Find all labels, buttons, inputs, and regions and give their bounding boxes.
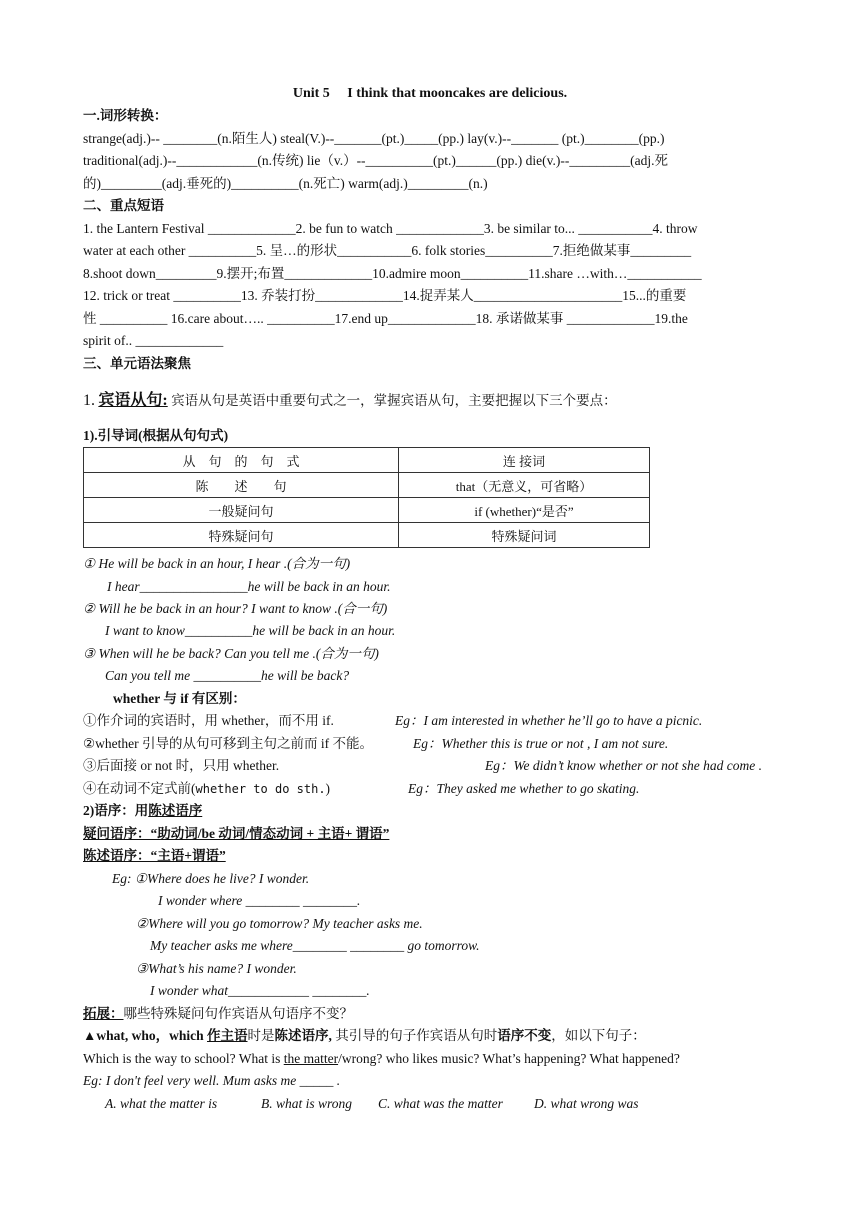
eg-line: [112, 870, 309, 888]
which-line: [83, 1050, 680, 1068]
mc-question: Eg: I don't feel very well. Mum asks me _____ .: [83, 1073, 341, 1088]
table-row: [84, 473, 650, 498]
phrase-line: 12. trick or treat __________13. 乔装打扮_____________14.捉弄某人______________________15...的重要: [83, 288, 687, 303]
page-title: Unit 5 I think that mooncakes are delicious.: [292, 86, 568, 101]
grammar-point-1: [83, 392, 617, 410]
exercise-answer: I hear________________he will be back in an hour.: [107, 579, 391, 594]
phrase-line: 8.shoot down_________9.摆开;布置_____________10.admire moon__________11.share …with…___________: [83, 266, 702, 281]
mc-option: B. what is wrong: [261, 1096, 353, 1111]
rule-example: Eg：Whether this is true or not , I am not sure.: [413, 736, 669, 751]
section2-heading: 二、重点短语: [83, 198, 164, 213]
table-cell: 特殊疑问词: [399, 523, 650, 548]
rule-example: Eg：They asked me whether to go skating.: [408, 781, 640, 796]
word-forms-line: strange(adj.)-- ________(n.陌生人) steal(V.)--_______(pt.)_____(pp.) lay(v.)--_______ (pt.)________(pp.): [83, 131, 665, 146]
triangle-part: 时是: [247, 1028, 275, 1043]
question-order: 疑问语序：“助动词/be 动词/情态动词 + 主语+ 谓语”: [83, 826, 390, 841]
triangle-note: [83, 1027, 646, 1045]
rule-text: ①作介词的宾语时，用 whether，而不用 if.: [83, 713, 334, 728]
sub2-prefix: 2)语序：用: [83, 803, 149, 818]
sub2-heading: [83, 802, 202, 820]
table-header-cell: 连 接词: [399, 448, 650, 473]
phrase-line: spirit of.. _____________: [83, 333, 224, 348]
point-number: 1.: [83, 392, 95, 409]
table-header-row: [84, 448, 650, 473]
triangle-part: 其引导的句子作宾语从句时: [331, 1028, 498, 1043]
eg-line: I wonder what____________ ________.: [150, 983, 370, 998]
triangle-part: 作主语: [207, 1028, 248, 1043]
eg-line: My teacher asks me where________ ________ go tomorrow.: [150, 938, 480, 953]
expand-text: 哪些特殊疑问句作宾语从句语序不变？: [123, 1006, 353, 1021]
eg-line: I wonder where ________ ________.: [158, 893, 361, 908]
sub2-underlined: 陈述语序: [148, 803, 203, 818]
phrase-line: 1. the Lantern Festival _____________2. be fun to watch _____________3. be similar to... ___________4. throw: [83, 221, 698, 236]
table-cell: 陈 述 句: [84, 473, 399, 498]
exercise-prompt: ② Will he be back in an hour? I want to know .(合一句): [83, 601, 388, 616]
phrase-line: water at each other __________5. 呈…的形状___________6. folk stories__________7.拒绝做某事_________: [83, 243, 692, 258]
table-header-cell: 从 句 的 句 式: [84, 448, 399, 473]
rule-example: Eg：We didn’t know whether or not she had come .: [485, 758, 762, 773]
triangle-part: ，如以下句子：: [551, 1028, 646, 1043]
eg-text: ①Where does he live? I wonder.: [134, 871, 310, 886]
whether-if-heading: whether 与 if 有区别：: [113, 691, 246, 706]
mc-option: C. what was the matter: [378, 1096, 503, 1111]
triangle-part: 陈述语序,: [274, 1028, 332, 1043]
rule-text-start: ④在动词不定式前(: [83, 781, 196, 796]
exercise-answer: Can you tell me __________he will be back?: [105, 668, 350, 683]
word-forms-line: 的)_________(adj.垂死的)__________(n.死亡) warm(adj.)_________(n.): [83, 176, 488, 191]
section3-heading: 三、单元语法聚焦: [83, 356, 191, 371]
table-cell: that（无意义，可省略）: [399, 473, 650, 498]
which-underlined: the matter: [283, 1051, 339, 1066]
table-cell: if (whether)“是否”: [399, 498, 650, 523]
phrase-line: 性 __________ 16.care about….. __________17.end up_____________18. 承诺做某事 _____________19.the: [83, 311, 688, 326]
table-cell: 特殊疑问句: [84, 523, 399, 548]
triangle-part: ▲what, who，which: [83, 1028, 208, 1043]
sub1-heading: 1).引导词(根据从句句式): [83, 428, 229, 443]
statement-order: 陈述语序：“主语+谓语”: [83, 848, 226, 863]
expand-line: [83, 1005, 353, 1023]
mc-option: A. what the matter is: [105, 1096, 218, 1111]
triangle-part: 语序不变: [497, 1028, 552, 1043]
word-forms-line: traditional(adj.)--____________(n.传统) lie（v.）--__________(pt.)______(pp.) die(v.)--_________(adj.死: [83, 153, 669, 168]
rule-text: [83, 780, 330, 798]
section1-heading: 一.词形转换：: [83, 108, 168, 123]
eg-line: ②Where will you go tomorrow? My teacher asks me.: [136, 916, 423, 931]
rule-text: ③后面接 or not 时，只用 whether.: [83, 758, 280, 773]
eg-label: Eg:: [112, 871, 135, 886]
table-row: [84, 498, 650, 523]
rule-text-end: ): [325, 781, 331, 796]
which-pre: Which is the way to school? What is: [83, 1051, 284, 1066]
rule-text: ②whether 引导的从句可移到主句之前而 if 不能。: [83, 736, 373, 751]
point-text: 宾语从句是英语中重要句式之一，掌握宾语从句，主要把握以下三个要点：: [167, 393, 617, 408]
conjunction-table: [83, 447, 650, 548]
rule-code: whether to do sth.: [195, 782, 326, 796]
expand-label: 拓展：: [83, 1006, 124, 1021]
mc-option: D. what wrong was: [534, 1096, 639, 1111]
exercise-prompt: ① He will be back in an hour, I hear .(合为一句): [83, 556, 351, 571]
rule-example: Eg：I am interested in whether he’ll go to have a picnic.: [395, 713, 703, 728]
exercise-answer: I want to know__________he will be back in an hour.: [105, 623, 396, 638]
eg-line: ③What’s his name? I wonder.: [136, 961, 297, 976]
point-label: 宾语从句:: [98, 392, 168, 409]
which-post: /wrong? who likes music? What’s happening? What happened?: [338, 1051, 680, 1066]
table-row: [84, 523, 650, 548]
table-cell: 一般疑问句: [84, 498, 399, 523]
exercise-prompt: ③ When will he be back? Can you tell me .(合为一句): [83, 646, 379, 661]
